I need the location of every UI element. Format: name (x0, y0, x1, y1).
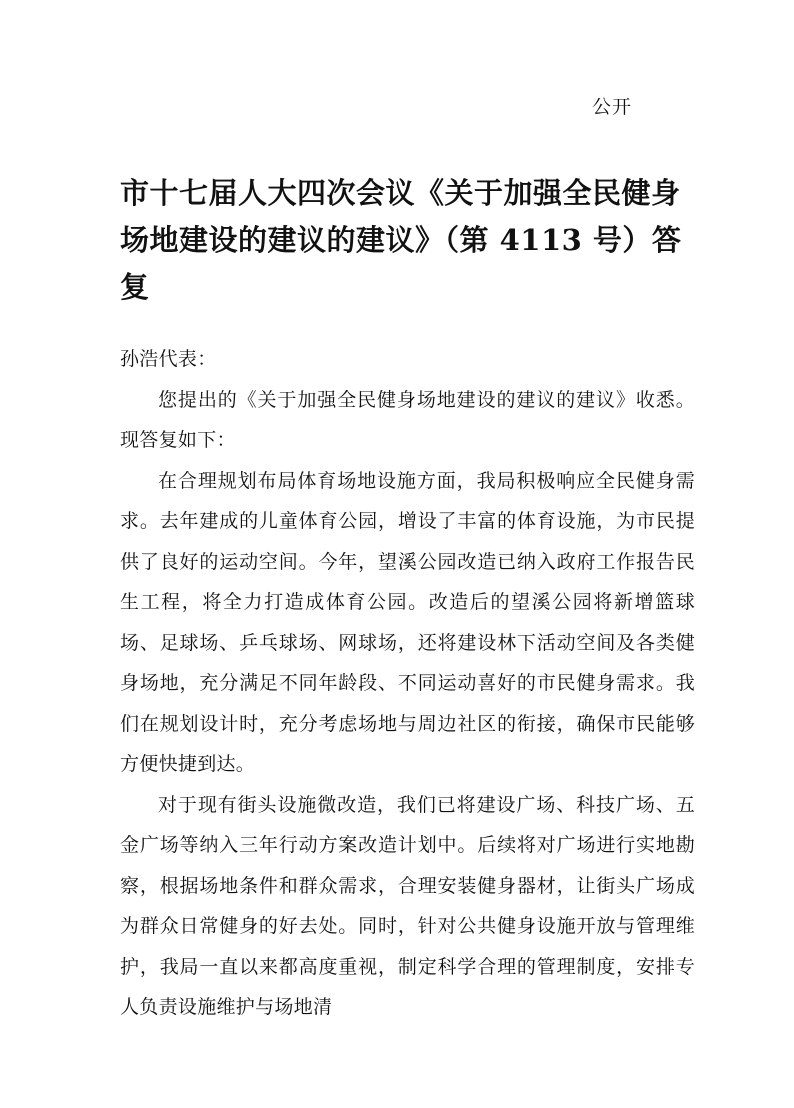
paragraph: 在合理规划布局体育场地设施方面，我局积极响应全民健身需求。去年建成的儿童体育公园，增设了丰富的体育设施，为市民提供了良好的运动空间。今年，望溪公园改造已纳入政府工作报告民生工程，将全力打造成体育公园。改造后的望溪公园将新增篮球场、足球场、乒乓球场、网球场，还将建设林下活动空间及各类健身场地，充分满足不同年龄段、不同运动喜好的市民健身需求。我们在规划设计时，充分考虑场地与周边社区的衔接，确保市民能够方便快捷到达。 (120, 469, 695, 775)
document-title: 市十七届人大四次会议《关于加强全民健身场地建设的建议的建议》（第 4113 号）答复 (120, 176, 682, 304)
classification-label: 公开 (592, 96, 633, 118)
document-body (120, 339, 695, 1028)
paragraph: 您提出的《关于加强全民健身场地建设的建议的建议》收悉。现答复如下： (120, 388, 695, 451)
paragraph: 对于现有街头设施微改造，我们已将建设广场、科技广场、五金广场等纳入三年行动方案改造计划中。后续将对广场进行实地勘察，根据场地条件和群众需求，合理安装健身器材，让街头广场成为群众日常健身的好去处。同时，针对公共健身设施开放与管理维护，我局一直以来都高度重视，制定科学合理的管理制度，安排专人负责设施维护与场地清 (120, 793, 695, 1018)
salutation: 孙浩代表： (120, 348, 217, 370)
